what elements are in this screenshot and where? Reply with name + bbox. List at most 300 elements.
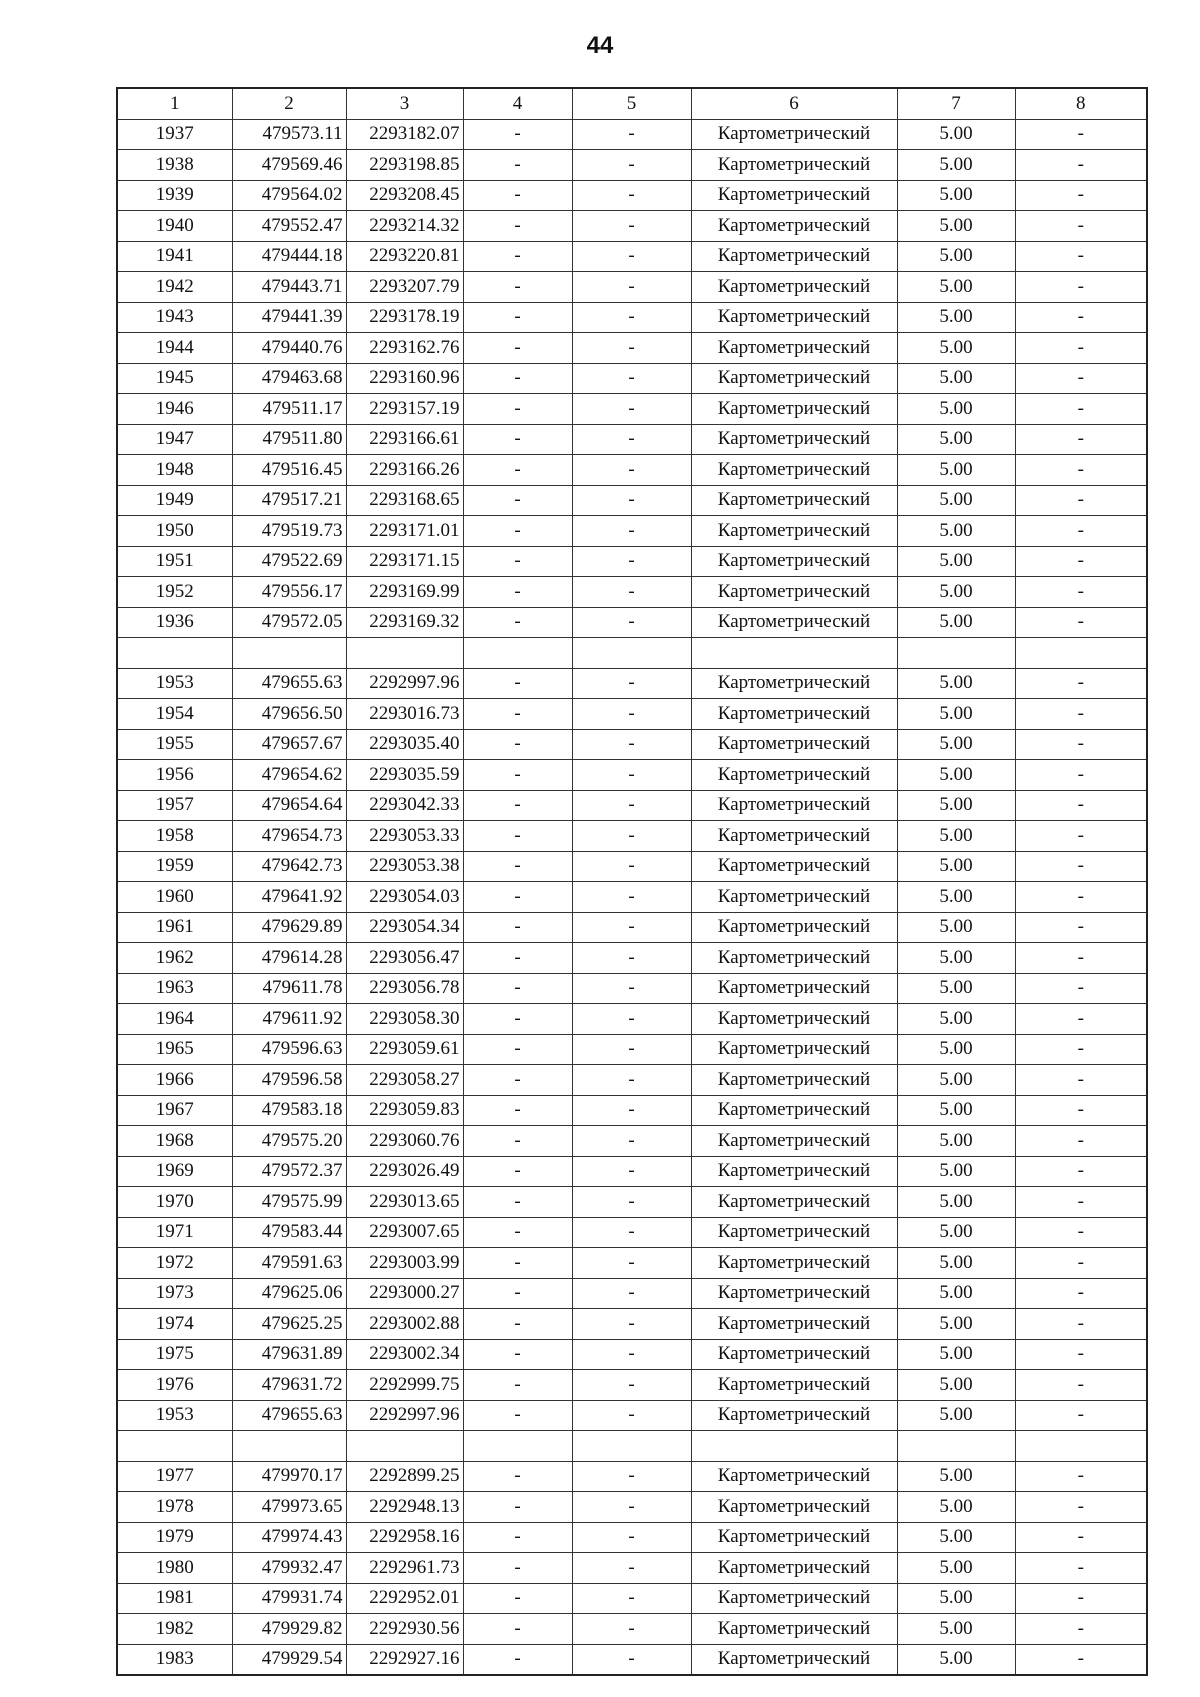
cell-y-coordinate: 2293007.65 (346, 1217, 463, 1248)
column-number-header: 3 (346, 88, 463, 119)
cell-point-number: 1982 (117, 1614, 232, 1645)
table-body (117, 88, 1147, 1675)
cell-col-8: - (1015, 211, 1147, 242)
cell-x-coordinate: 479573.11 (232, 119, 346, 150)
cell-col-4: - (463, 1309, 572, 1340)
cell-col-4: - (463, 912, 572, 943)
cell-method: Картометрический (691, 333, 897, 364)
cell-method: Картометрический (691, 790, 897, 821)
cell-col-5: - (572, 577, 691, 608)
cell-col-4: - (463, 1492, 572, 1523)
table-row (117, 455, 1147, 486)
cell-col-5: - (572, 1583, 691, 1614)
cell-point-number: 1945 (117, 363, 232, 394)
cell-method: Картометрический (691, 1492, 897, 1523)
table-row (117, 1400, 1147, 1431)
cell-y-coordinate: 2293013.65 (346, 1187, 463, 1218)
cell-accuracy: 5.00 (897, 485, 1015, 516)
cell-method (691, 638, 897, 669)
cell-x-coordinate: 479516.45 (232, 455, 346, 486)
cell-y-coordinate: 2292948.13 (346, 1492, 463, 1523)
cell-col-4: - (463, 1004, 572, 1035)
cell-x-coordinate: 479583.18 (232, 1095, 346, 1126)
cell-point-number: 1978 (117, 1492, 232, 1523)
cell-col-4: - (463, 1278, 572, 1309)
cell-col-8: - (1015, 272, 1147, 303)
cell-col-4: - (463, 973, 572, 1004)
cell-y-coordinate: 2293166.26 (346, 455, 463, 486)
cell-x-coordinate (232, 638, 346, 669)
table-row (117, 302, 1147, 333)
cell-point-number: 1972 (117, 1248, 232, 1279)
column-number-header: 1 (117, 88, 232, 119)
cell-col-5: - (572, 1614, 691, 1645)
cell-method: Картометрический (691, 1248, 897, 1279)
cell-point-number (117, 638, 232, 669)
cell-col-4: - (463, 729, 572, 760)
cell-x-coordinate: 479443.71 (232, 272, 346, 303)
cell-x-coordinate: 479596.63 (232, 1034, 346, 1065)
table-row (117, 1034, 1147, 1065)
cell-col-4: - (463, 790, 572, 821)
cell-point-number: 1948 (117, 455, 232, 486)
cell-accuracy: 5.00 (897, 1370, 1015, 1401)
cell-point-number (117, 1431, 232, 1462)
table-row (117, 1522, 1147, 1553)
cell-point-number: 1964 (117, 1004, 232, 1035)
cell-accuracy: 5.00 (897, 607, 1015, 638)
cell-y-coordinate: 2292997.96 (346, 1400, 463, 1431)
cell-x-coordinate: 479556.17 (232, 577, 346, 608)
cell-col-5: - (572, 699, 691, 730)
cell-x-coordinate: 479511.17 (232, 394, 346, 425)
cell-col-4: - (463, 1339, 572, 1370)
cell-col-5: - (572, 363, 691, 394)
table-row (117, 790, 1147, 821)
cell-point-number: 1981 (117, 1583, 232, 1614)
cell-accuracy: 5.00 (897, 1583, 1015, 1614)
cell-x-coordinate: 479629.89 (232, 912, 346, 943)
cell-point-number: 1980 (117, 1553, 232, 1584)
cell-col-4: - (463, 607, 572, 638)
table-row (117, 485, 1147, 516)
cell-col-5: - (572, 1004, 691, 1035)
cell-col-4: - (463, 1187, 572, 1218)
cell-col-5: - (572, 729, 691, 760)
cell-y-coordinate (346, 1431, 463, 1462)
cell-x-coordinate: 479929.54 (232, 1644, 346, 1675)
cell-col-8: - (1015, 180, 1147, 211)
table-row (117, 577, 1147, 608)
cell-point-number: 1943 (117, 302, 232, 333)
cell-col-4 (463, 1431, 572, 1462)
cell-x-coordinate: 479657.67 (232, 729, 346, 760)
cell-method: Картометрический (691, 1095, 897, 1126)
cell-method: Картометрический (691, 973, 897, 1004)
cell-accuracy: 5.00 (897, 668, 1015, 699)
cell-col-8: - (1015, 1400, 1147, 1431)
cell-col-4: - (463, 363, 572, 394)
cell-col-4 (463, 638, 572, 669)
cell-point-number: 1952 (117, 577, 232, 608)
cell-y-coordinate: 2293054.03 (346, 882, 463, 913)
cell-method: Картометрический (691, 150, 897, 181)
cell-col-8: - (1015, 1553, 1147, 1584)
table-row (117, 607, 1147, 638)
cell-method: Картометрический (691, 1217, 897, 1248)
cell-col-8: - (1015, 1644, 1147, 1675)
cell-col-8: - (1015, 577, 1147, 608)
cell-col-4: - (463, 1065, 572, 1096)
cell-point-number: 1970 (117, 1187, 232, 1218)
table-row (117, 1461, 1147, 1492)
table-row (117, 1156, 1147, 1187)
cell-col-8: - (1015, 790, 1147, 821)
cell-method: Картометрический (691, 363, 897, 394)
cell-x-coordinate: 479517.21 (232, 485, 346, 516)
table-row (117, 241, 1147, 272)
cell-col-4: - (463, 546, 572, 577)
cell-col-4: - (463, 1644, 572, 1675)
table-row (117, 1126, 1147, 1157)
cell-y-coordinate: 2293035.59 (346, 760, 463, 791)
cell-col-8 (1015, 638, 1147, 669)
table-row (117, 1278, 1147, 1309)
cell-col-4: - (463, 760, 572, 791)
cell-point-number: 1962 (117, 943, 232, 974)
cell-point-number: 1969 (117, 1156, 232, 1187)
cell-point-number: 1946 (117, 394, 232, 425)
coordinates-table (116, 87, 1148, 1676)
cell-x-coordinate: 479572.05 (232, 607, 346, 638)
cell-method: Картометрический (691, 1583, 897, 1614)
table-row (117, 272, 1147, 303)
cell-method: Картометрический (691, 485, 897, 516)
cell-col-5: - (572, 882, 691, 913)
cell-col-5: - (572, 821, 691, 852)
cell-point-number: 1973 (117, 1278, 232, 1309)
cell-point-number: 1954 (117, 699, 232, 730)
cell-y-coordinate: 2293168.65 (346, 485, 463, 516)
cell-col-8: - (1015, 973, 1147, 1004)
cell-col-5: - (572, 1339, 691, 1370)
cell-method: Картометрический (691, 729, 897, 760)
cell-col-5: - (572, 1370, 691, 1401)
cell-y-coordinate: 2292952.01 (346, 1583, 463, 1614)
cell-x-coordinate: 479929.82 (232, 1614, 346, 1645)
cell-col-4: - (463, 516, 572, 547)
cell-col-5: - (572, 180, 691, 211)
cell-col-4: - (463, 577, 572, 608)
cell-col-5: - (572, 455, 691, 486)
cell-x-coordinate: 479583.44 (232, 1217, 346, 1248)
column-number-header: 8 (1015, 88, 1147, 119)
table-row (117, 211, 1147, 242)
cell-col-5: - (572, 790, 691, 821)
column-number-header: 5 (572, 88, 691, 119)
cell-y-coordinate: 2293035.40 (346, 729, 463, 760)
cell-col-8: - (1015, 699, 1147, 730)
cell-x-coordinate: 479625.25 (232, 1309, 346, 1340)
cell-col-4: - (463, 1248, 572, 1279)
cell-method (691, 1431, 897, 1462)
cell-x-coordinate: 479654.64 (232, 790, 346, 821)
cell-col-5: - (572, 912, 691, 943)
cell-accuracy: 5.00 (897, 302, 1015, 333)
cell-x-coordinate: 479611.78 (232, 973, 346, 1004)
cell-method: Картометрический (691, 180, 897, 211)
cell-x-coordinate: 479655.63 (232, 668, 346, 699)
cell-y-coordinate: 2293053.33 (346, 821, 463, 852)
table-row (117, 119, 1147, 150)
cell-y-coordinate: 2292961.73 (346, 1553, 463, 1584)
cell-col-4: - (463, 1034, 572, 1065)
cell-method: Картометрический (691, 851, 897, 882)
cell-point-number: 1961 (117, 912, 232, 943)
cell-method: Картометрический (691, 1553, 897, 1584)
cell-accuracy: 5.00 (897, 729, 1015, 760)
cell-y-coordinate: 2293058.27 (346, 1065, 463, 1096)
cell-method: Картометрический (691, 1522, 897, 1553)
cell-col-4: - (463, 1583, 572, 1614)
table-row (117, 516, 1147, 547)
cell-accuracy: 5.00 (897, 1065, 1015, 1096)
cell-col-4: - (463, 455, 572, 486)
cell-col-8: - (1015, 1278, 1147, 1309)
cell-col-8: - (1015, 882, 1147, 913)
cell-method: Картометрический (691, 1644, 897, 1675)
cell-col-8: - (1015, 729, 1147, 760)
cell-x-coordinate: 479973.65 (232, 1492, 346, 1523)
cell-x-coordinate: 479564.02 (232, 180, 346, 211)
cell-x-coordinate: 479572.37 (232, 1156, 346, 1187)
cell-method: Картометрический (691, 1278, 897, 1309)
cell-y-coordinate (346, 638, 463, 669)
cell-point-number: 1939 (117, 180, 232, 211)
table-row (117, 333, 1147, 364)
cell-method: Картометрический (691, 455, 897, 486)
cell-col-4: - (463, 1522, 572, 1553)
cell-col-5: - (572, 1126, 691, 1157)
cell-method: Картометрический (691, 424, 897, 455)
table-row (117, 821, 1147, 852)
cell-point-number: 1957 (117, 790, 232, 821)
cell-col-8: - (1015, 516, 1147, 547)
cell-point-number: 1971 (117, 1217, 232, 1248)
cell-y-coordinate: 2293220.81 (346, 241, 463, 272)
table-row (117, 1583, 1147, 1614)
cell-x-coordinate: 479611.92 (232, 1004, 346, 1035)
cell-y-coordinate: 2293059.61 (346, 1034, 463, 1065)
cell-accuracy: 5.00 (897, 119, 1015, 150)
cell-col-4: - (463, 1400, 572, 1431)
cell-col-4: - (463, 1217, 572, 1248)
cell-y-coordinate: 2293060.76 (346, 1126, 463, 1157)
cell-col-8: - (1015, 455, 1147, 486)
cell-point-number: 1966 (117, 1065, 232, 1096)
cell-method: Картометрический (691, 577, 897, 608)
cell-col-4: - (463, 699, 572, 730)
cell-method: Картометрический (691, 119, 897, 150)
cell-col-5: - (572, 607, 691, 638)
cell-y-coordinate: 2293171.01 (346, 516, 463, 547)
cell-col-5: - (572, 516, 691, 547)
cell-x-coordinate: 479654.73 (232, 821, 346, 852)
cell-col-8: - (1015, 1461, 1147, 1492)
cell-accuracy: 5.00 (897, 424, 1015, 455)
cell-y-coordinate: 2293056.78 (346, 973, 463, 1004)
cell-x-coordinate: 479631.72 (232, 1370, 346, 1401)
cell-accuracy: 5.00 (897, 1034, 1015, 1065)
cell-col-4: - (463, 394, 572, 425)
table-row (117, 912, 1147, 943)
table-row (117, 882, 1147, 913)
cell-point-number: 1950 (117, 516, 232, 547)
cell-point-number: 1968 (117, 1126, 232, 1157)
cell-col-4: - (463, 821, 572, 852)
cell-y-coordinate: 2293042.33 (346, 790, 463, 821)
cell-accuracy: 5.00 (897, 577, 1015, 608)
cell-x-coordinate: 479511.80 (232, 424, 346, 455)
cell-point-number: 1940 (117, 211, 232, 242)
table-row (117, 851, 1147, 882)
cell-x-coordinate: 479642.73 (232, 851, 346, 882)
cell-col-8: - (1015, 1309, 1147, 1340)
table-row (117, 1309, 1147, 1340)
cell-x-coordinate: 479631.89 (232, 1339, 346, 1370)
cell-point-number: 1947 (117, 424, 232, 455)
cell-col-8: - (1015, 1522, 1147, 1553)
cell-x-coordinate: 479614.28 (232, 943, 346, 974)
table-row (117, 1644, 1147, 1675)
cell-y-coordinate: 2293169.99 (346, 577, 463, 608)
table-row (117, 699, 1147, 730)
cell-x-coordinate: 479932.47 (232, 1553, 346, 1584)
cell-accuracy: 5.00 (897, 363, 1015, 394)
cell-x-coordinate: 479575.99 (232, 1187, 346, 1218)
cell-col-5: - (572, 1492, 691, 1523)
table-row (117, 760, 1147, 791)
cell-x-coordinate: 479444.18 (232, 241, 346, 272)
cell-col-8: - (1015, 1065, 1147, 1096)
table-row (117, 150, 1147, 181)
cell-col-4: - (463, 485, 572, 516)
cell-method: Картометрический (691, 1034, 897, 1065)
cell-col-5: - (572, 485, 691, 516)
cell-col-8: - (1015, 1095, 1147, 1126)
cell-accuracy: 5.00 (897, 1553, 1015, 1584)
cell-col-4: - (463, 1461, 572, 1492)
cell-accuracy: 5.00 (897, 912, 1015, 943)
cell-accuracy: 5.00 (897, 150, 1015, 181)
cell-accuracy: 5.00 (897, 516, 1015, 547)
cell-col-4: - (463, 211, 572, 242)
cell-col-8: - (1015, 851, 1147, 882)
cell-y-coordinate: 2293166.61 (346, 424, 463, 455)
cell-y-coordinate: 2292930.56 (346, 1614, 463, 1645)
table-row (117, 1370, 1147, 1401)
cell-x-coordinate: 479441.39 (232, 302, 346, 333)
cell-accuracy: 5.00 (897, 241, 1015, 272)
cell-method: Картометрический (691, 1614, 897, 1645)
cell-point-number: 1965 (117, 1034, 232, 1065)
cell-col-5: - (572, 1400, 691, 1431)
cell-accuracy: 5.00 (897, 973, 1015, 1004)
cell-x-coordinate (232, 1431, 346, 1462)
cell-accuracy: 5.00 (897, 882, 1015, 913)
cell-y-coordinate: 2293000.27 (346, 1278, 463, 1309)
cell-x-coordinate: 479931.74 (232, 1583, 346, 1614)
cell-point-number: 1963 (117, 973, 232, 1004)
cell-x-coordinate: 479970.17 (232, 1461, 346, 1492)
cell-point-number: 1953 (117, 1400, 232, 1431)
table-row (117, 668, 1147, 699)
cell-col-4: - (463, 851, 572, 882)
cell-point-number: 1959 (117, 851, 232, 882)
table-row (117, 1217, 1147, 1248)
cell-point-number: 1960 (117, 882, 232, 913)
cell-col-8: - (1015, 607, 1147, 638)
cell-y-coordinate: 2293056.47 (346, 943, 463, 974)
cell-accuracy: 5.00 (897, 1126, 1015, 1157)
cell-y-coordinate: 2293026.49 (346, 1156, 463, 1187)
cell-col-4: - (463, 180, 572, 211)
cell-x-coordinate: 479974.43 (232, 1522, 346, 1553)
cell-accuracy: 5.00 (897, 760, 1015, 791)
cell-col-4: - (463, 333, 572, 364)
cell-y-coordinate: 2293059.83 (346, 1095, 463, 1126)
table-row (117, 180, 1147, 211)
cell-accuracy (897, 1431, 1015, 1462)
cell-accuracy: 5.00 (897, 1217, 1015, 1248)
cell-col-4: - (463, 424, 572, 455)
cell-col-8: - (1015, 1248, 1147, 1279)
cell-col-8: - (1015, 1614, 1147, 1645)
cell-point-number: 1977 (117, 1461, 232, 1492)
cell-method: Картометрический (691, 241, 897, 272)
cell-point-number: 1944 (117, 333, 232, 364)
cell-point-number: 1951 (117, 546, 232, 577)
table-row (117, 1492, 1147, 1523)
cell-col-5: - (572, 1248, 691, 1279)
cell-point-number: 1974 (117, 1309, 232, 1340)
cell-point-number: 1955 (117, 729, 232, 760)
table-row (117, 729, 1147, 760)
cell-method: Картометрический (691, 1400, 897, 1431)
cell-col-8: - (1015, 760, 1147, 791)
column-number-header: 2 (232, 88, 346, 119)
cell-method: Картометрический (691, 760, 897, 791)
cell-method: Картометрический (691, 607, 897, 638)
cell-accuracy: 5.00 (897, 851, 1015, 882)
cell-method: Картометрический (691, 943, 897, 974)
cell-point-number: 1941 (117, 241, 232, 272)
cell-col-5: - (572, 1461, 691, 1492)
cell-method: Картометрический (691, 1126, 897, 1157)
cell-col-8: - (1015, 1187, 1147, 1218)
cell-y-coordinate: 2293058.30 (346, 1004, 463, 1035)
cell-accuracy: 5.00 (897, 333, 1015, 364)
cell-method: Картометрический (691, 882, 897, 913)
cell-col-5: - (572, 241, 691, 272)
cell-col-8: - (1015, 1156, 1147, 1187)
cell-y-coordinate: 2292958.16 (346, 1522, 463, 1553)
cell-y-coordinate: 2293178.19 (346, 302, 463, 333)
cell-col-4: - (463, 1126, 572, 1157)
cell-accuracy: 5.00 (897, 821, 1015, 852)
cell-col-4: - (463, 1095, 572, 1126)
cell-y-coordinate: 2293003.99 (346, 1248, 463, 1279)
